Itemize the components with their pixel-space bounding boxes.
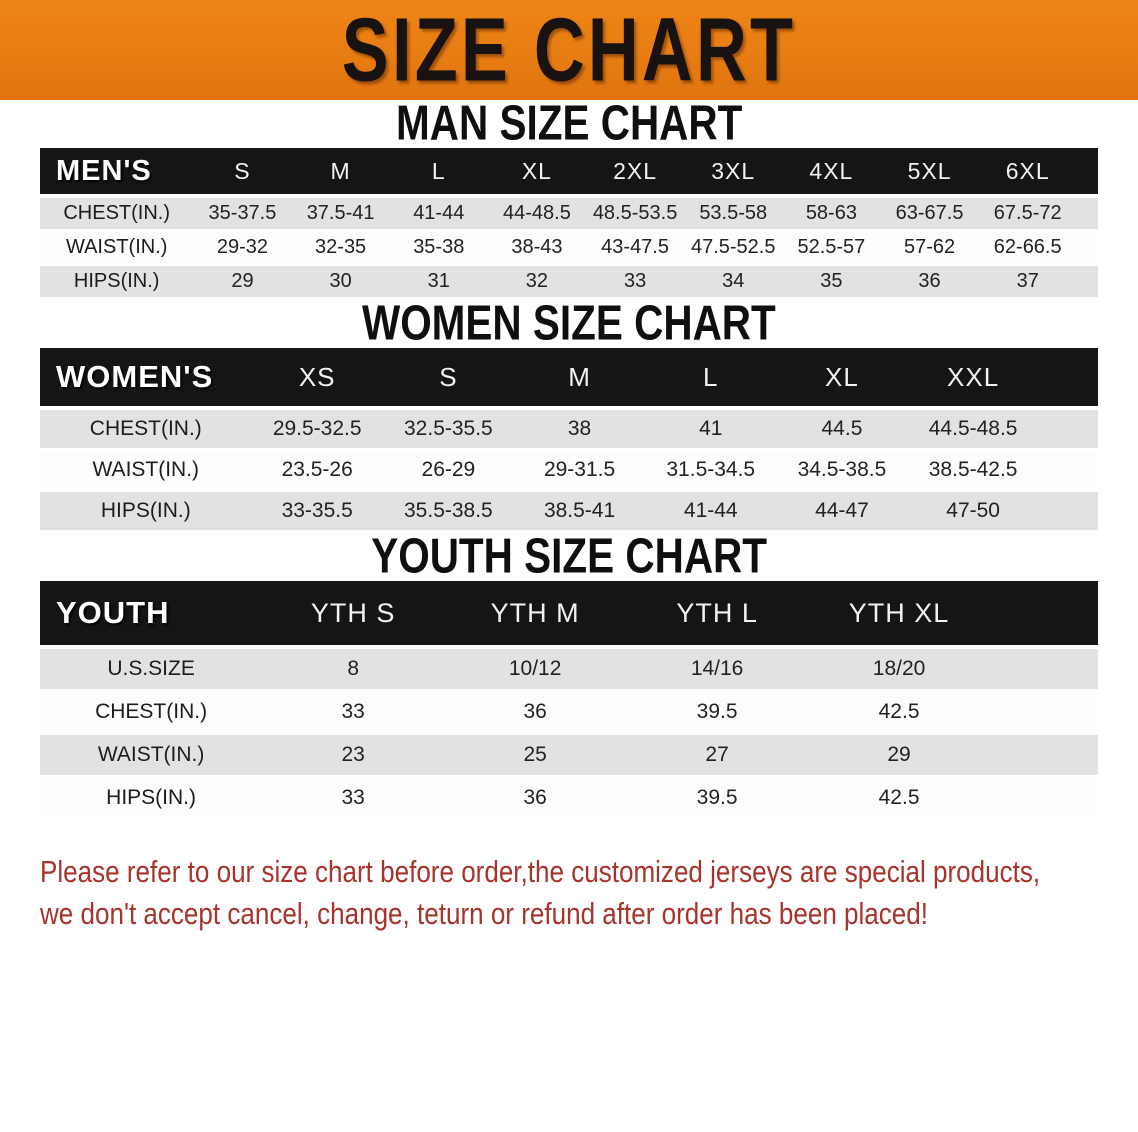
measurement-value: 36 bbox=[880, 266, 978, 300]
disclaimer-line-2: we don't accept cancel, change, teturn or refund after order has been placed! bbox=[40, 896, 929, 931]
measurement-value: 35 bbox=[782, 266, 880, 300]
measurement-value: 27 bbox=[626, 735, 808, 778]
measurement-value: 31 bbox=[390, 266, 488, 300]
row-filler-cell bbox=[1039, 492, 1098, 533]
measurement-value: 29 bbox=[193, 266, 291, 300]
disclaimer-line-1: Please refer to our size chart before order,the customized jerseys are special products, bbox=[40, 854, 1041, 889]
row-filler-cell bbox=[990, 692, 1098, 735]
size-column-header: 5XL bbox=[880, 148, 978, 198]
measurement-value: 38.5-41 bbox=[514, 492, 645, 533]
measurement-row bbox=[40, 692, 1098, 735]
size-column-header: YTH XL bbox=[808, 581, 990, 649]
measurement-value: 39.5 bbox=[626, 778, 808, 821]
measurement-value: 44-47 bbox=[776, 492, 907, 533]
measurement-row bbox=[40, 410, 1098, 451]
measurement-value: 10/12 bbox=[444, 649, 626, 692]
size-chart-banner bbox=[0, 0, 1138, 100]
measurement-value: 33-35.5 bbox=[252, 492, 383, 533]
row-filler-cell bbox=[990, 649, 1098, 692]
size-column-header: 4XL bbox=[782, 148, 880, 198]
measurement-value: 53.5-58 bbox=[684, 198, 782, 232]
size-column-header: YTH M bbox=[444, 581, 626, 649]
measurement-value: 44-48.5 bbox=[488, 198, 586, 232]
header-filler-cell bbox=[990, 581, 1098, 649]
size-column-header: XL bbox=[776, 348, 907, 410]
size-column-header: S bbox=[383, 348, 514, 410]
measurement-value: 36 bbox=[444, 692, 626, 735]
man-size-chart-heading-text: MAN SIZE CHART bbox=[395, 96, 743, 151]
size-column-header: 2XL bbox=[586, 148, 684, 198]
measurement-label: CHEST(IN.) bbox=[40, 410, 252, 451]
measurement-value: 44.5-48.5 bbox=[908, 410, 1039, 451]
measurement-value: 29 bbox=[808, 735, 990, 778]
size-column-header: XS bbox=[252, 348, 383, 410]
women-size-chart-heading-text: WOMEN SIZE CHART bbox=[362, 296, 776, 351]
size-column-header: XXL bbox=[908, 348, 1039, 410]
measurement-value: 36 bbox=[444, 778, 626, 821]
row-filler-cell bbox=[1039, 451, 1098, 492]
youth-size-chart-heading-text: YOUTH SIZE CHART bbox=[371, 529, 767, 584]
measurement-value: 14/16 bbox=[626, 649, 808, 692]
measurement-value: 34.5-38.5 bbox=[776, 451, 907, 492]
measurement-value: 26-29 bbox=[383, 451, 514, 492]
size-column-header: M bbox=[292, 148, 390, 198]
measurement-value: 37 bbox=[979, 266, 1077, 300]
measurement-value: 33 bbox=[262, 692, 444, 735]
measurement-value: 34 bbox=[684, 266, 782, 300]
measurement-label: HIPS(IN.) bbox=[40, 266, 193, 300]
measurement-value: 31.5-34.5 bbox=[645, 451, 776, 492]
row-filler-cell bbox=[1039, 410, 1098, 451]
measurement-row bbox=[40, 735, 1098, 778]
size-column-header: L bbox=[390, 148, 488, 198]
measurement-value: 35.5-38.5 bbox=[383, 492, 514, 533]
measurement-value: 38 bbox=[514, 410, 645, 451]
measurement-value: 35-37.5 bbox=[193, 198, 291, 232]
measurement-value: 42.5 bbox=[808, 778, 990, 821]
measurement-value: 29-32 bbox=[193, 232, 291, 266]
row-filler-cell bbox=[1077, 232, 1098, 266]
measurement-row bbox=[40, 451, 1098, 492]
measurement-value: 38-43 bbox=[488, 232, 586, 266]
size-table-header-row bbox=[40, 348, 1098, 410]
measurement-value: 42.5 bbox=[808, 692, 990, 735]
measurement-value: 25 bbox=[444, 735, 626, 778]
womens-size-table bbox=[40, 348, 1098, 533]
measurement-value: 47-50 bbox=[908, 492, 1039, 533]
measurement-value: 32.5-35.5 bbox=[383, 410, 514, 451]
measurement-value: 58-63 bbox=[782, 198, 880, 232]
measurement-value: 32 bbox=[488, 266, 586, 300]
row-filler-cell bbox=[1077, 266, 1098, 300]
measurement-value: 63-67.5 bbox=[880, 198, 978, 232]
table-category-label: WOMEN'S bbox=[40, 348, 252, 410]
header-filler-cell bbox=[1077, 148, 1098, 198]
size-column-header: M bbox=[514, 348, 645, 410]
table-category-label: MEN'S bbox=[40, 148, 193, 198]
size-column-header: 6XL bbox=[979, 148, 1077, 198]
size-table-header-row bbox=[40, 148, 1098, 198]
measurement-value: 43-47.5 bbox=[586, 232, 684, 266]
measurement-label: HIPS(IN.) bbox=[40, 778, 262, 821]
measurement-value: 23 bbox=[262, 735, 444, 778]
man-size-chart-heading bbox=[0, 96, 1138, 151]
size-column-header: S bbox=[193, 148, 291, 198]
youth-size-table bbox=[40, 581, 1098, 821]
measurement-value: 23.5-26 bbox=[252, 451, 383, 492]
measurement-value: 8 bbox=[262, 649, 444, 692]
measurement-value: 47.5-52.5 bbox=[684, 232, 782, 266]
measurement-row bbox=[40, 232, 1098, 266]
measurement-value: 33 bbox=[262, 778, 444, 821]
banner-title: SIZE CHART bbox=[341, 0, 797, 100]
mens-size-table bbox=[40, 148, 1098, 300]
measurement-row bbox=[40, 266, 1098, 300]
measurement-row bbox=[40, 649, 1098, 692]
size-column-header: YTH L bbox=[626, 581, 808, 649]
size-column-header: 3XL bbox=[684, 148, 782, 198]
women-size-chart-heading bbox=[0, 296, 1138, 351]
measurement-value: 57-62 bbox=[880, 232, 978, 266]
measurement-label: WAIST(IN.) bbox=[40, 451, 252, 492]
measurement-value: 44.5 bbox=[776, 410, 907, 451]
measurement-row bbox=[40, 778, 1098, 821]
measurement-label: HIPS(IN.) bbox=[40, 492, 252, 533]
measurement-value: 35-38 bbox=[390, 232, 488, 266]
measurement-value: 30 bbox=[292, 266, 390, 300]
size-column-header: L bbox=[645, 348, 776, 410]
measurement-label: CHEST(IN.) bbox=[40, 198, 193, 232]
row-filler-cell bbox=[1077, 198, 1098, 232]
disclaimer-note bbox=[40, 851, 1138, 935]
measurement-value: 41-44 bbox=[645, 492, 776, 533]
measurement-value: 67.5-72 bbox=[979, 198, 1077, 232]
measurement-value: 52.5-57 bbox=[782, 232, 880, 266]
measurement-row bbox=[40, 198, 1098, 232]
row-filler-cell bbox=[990, 735, 1098, 778]
measurement-value: 29-31.5 bbox=[514, 451, 645, 492]
measurement-label: U.S.SIZE bbox=[40, 649, 262, 692]
header-filler-cell bbox=[1039, 348, 1098, 410]
size-table-header-row bbox=[40, 581, 1098, 649]
table-category-label: YOUTH bbox=[40, 581, 262, 649]
measurement-value: 37.5-41 bbox=[292, 198, 390, 232]
size-column-header: YTH S bbox=[262, 581, 444, 649]
measurement-label: CHEST(IN.) bbox=[40, 692, 262, 735]
measurement-value: 48.5-53.5 bbox=[586, 198, 684, 232]
measurement-value: 41-44 bbox=[390, 198, 488, 232]
row-filler-cell bbox=[990, 778, 1098, 821]
measurement-value: 18/20 bbox=[808, 649, 990, 692]
measurement-label: WAIST(IN.) bbox=[40, 735, 262, 778]
measurement-value: 29.5-32.5 bbox=[252, 410, 383, 451]
size-column-header: XL bbox=[488, 148, 586, 198]
measurement-value: 41 bbox=[645, 410, 776, 451]
measurement-row bbox=[40, 492, 1098, 533]
measurement-value: 32-35 bbox=[292, 232, 390, 266]
measurement-value: 33 bbox=[586, 266, 684, 300]
measurement-value: 39.5 bbox=[626, 692, 808, 735]
youth-size-chart-heading bbox=[0, 529, 1138, 584]
measurement-value: 38.5-42.5 bbox=[908, 451, 1039, 492]
measurement-label: WAIST(IN.) bbox=[40, 232, 193, 266]
measurement-value: 62-66.5 bbox=[979, 232, 1077, 266]
